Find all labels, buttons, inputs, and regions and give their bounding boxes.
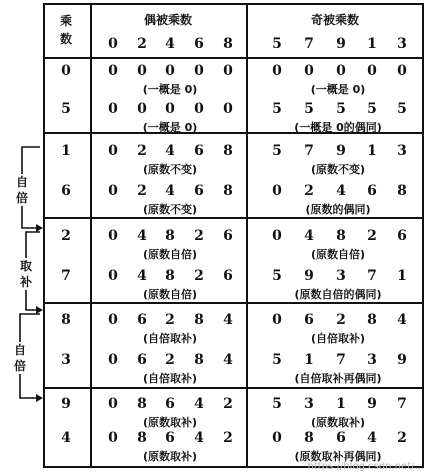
even-product-digit: 0 — [194, 101, 204, 117]
odd-rule-note: (原数不变) — [310, 163, 366, 176]
group-divider-2 — [43, 217, 424, 219]
header-divider — [43, 57, 424, 59]
multiplier-digit: 2 — [61, 228, 71, 244]
odd-product-digit: 0 — [272, 312, 282, 328]
even-product-digit: 0 — [137, 63, 147, 79]
header-even-digit: 4 — [165, 36, 175, 52]
header-odd-digit: 9 — [336, 36, 346, 52]
even-product-digit: 6 — [194, 143, 204, 159]
odd-product-digit: 4 — [397, 312, 407, 328]
even-product-digit: 2 — [223, 396, 233, 412]
odd-rule-note: (原数自倍) — [310, 248, 366, 261]
even-product-digit: 0 — [194, 63, 204, 79]
even-product-digit: 4 — [165, 143, 175, 159]
header-even-digit: 0 — [108, 36, 118, 52]
side-label-double: 自倍 — [13, 343, 26, 373]
even-rule-note: (一概是 0) — [142, 121, 198, 134]
even-product-digit: 0 — [165, 101, 175, 117]
group-divider-4 — [43, 387, 424, 389]
odd-product-digit: 4 — [304, 228, 314, 244]
odd-product-digit: 8 — [304, 430, 314, 446]
odd-product-digit: 1 — [367, 143, 377, 159]
even-rule-note: (原数自倍) — [142, 288, 198, 301]
odd-product-digit: 0 — [272, 430, 282, 446]
odd-product-digit: 2 — [397, 430, 407, 446]
even-product-digit: 0 — [165, 63, 175, 79]
odd-rule-note: (自倍取补) — [310, 332, 366, 345]
even-rule-note: (自倍取补) — [142, 372, 198, 385]
odd-product-digit: 3 — [367, 352, 377, 368]
odd-product-digit: 0 — [336, 63, 346, 79]
header-odd-label: 奇被乘数 — [310, 13, 360, 27]
odd-product-digit: 1 — [304, 352, 314, 368]
group-divider-3 — [43, 302, 424, 304]
even-rule-note: (原数自倍) — [142, 248, 198, 261]
odd-product-digit: 3 — [397, 143, 407, 159]
even-product-digit: 0 — [108, 312, 118, 328]
even-product-digit: 4 — [194, 396, 204, 412]
even-rule-note: (原数取补) — [142, 416, 198, 429]
odd-rule-note: (一概是 0) — [310, 83, 366, 96]
odd-product-digit: 5 — [272, 101, 282, 117]
odd-rule-note: (原数的偶同) — [305, 203, 371, 216]
odd-rule-note: (原数取补再偶同) — [294, 450, 382, 463]
multiplier-digit: 5 — [61, 101, 71, 117]
odd-product-digit: 2 — [336, 312, 346, 328]
even-product-digit: 0 — [108, 396, 118, 412]
even-product-digit: 8 — [223, 143, 233, 159]
even-product-digit: 0 — [223, 101, 233, 117]
header-even-label: 偶被乘数 — [143, 13, 193, 27]
odd-product-digit: 0 — [272, 63, 282, 79]
even-product-digit: 2 — [165, 312, 175, 328]
even-product-digit: 0 — [108, 268, 118, 284]
even-rule-note: (自倍取补) — [142, 332, 198, 345]
odd-product-digit: 3 — [304, 396, 314, 412]
even-product-digit: 8 — [165, 268, 175, 284]
even-product-digit: 8 — [137, 430, 147, 446]
odd-product-digit: 0 — [397, 63, 407, 79]
watermark: https://blog.csdn.net/... — [307, 461, 424, 472]
odd-rule-note: (一概是 0的偶同) — [294, 121, 382, 134]
even-product-digit: 4 — [194, 430, 204, 446]
header-even-digit: 6 — [194, 36, 204, 52]
multiplier-digit: 1 — [61, 143, 71, 159]
multiplier-digit: 6 — [61, 183, 71, 199]
column-divider-middle — [246, 3, 248, 468]
odd-rule-note: (原数取补) — [310, 416, 366, 429]
odd-product-digit: 5 — [272, 143, 282, 159]
even-product-digit: 2 — [194, 228, 204, 244]
even-product-digit: 2 — [223, 430, 233, 446]
multiplier-digit: 0 — [61, 63, 71, 79]
odd-product-digit: 5 — [272, 396, 282, 412]
odd-product-digit: 6 — [397, 228, 407, 244]
even-rule-note: (原数不变) — [142, 203, 198, 216]
even-product-digit: 6 — [194, 183, 204, 199]
multiplier-digit: 3 — [61, 352, 71, 368]
odd-product-digit: 6 — [304, 312, 314, 328]
odd-product-digit: 4 — [336, 183, 346, 199]
odd-product-digit: 5 — [336, 101, 346, 117]
even-product-digit: 4 — [137, 268, 147, 284]
even-product-digit: 4 — [165, 183, 175, 199]
odd-product-digit: 2 — [367, 228, 377, 244]
even-product-digit: 8 — [194, 312, 204, 328]
even-product-digit: 0 — [223, 63, 233, 79]
odd-product-digit: 8 — [397, 183, 407, 199]
odd-product-digit: 9 — [397, 352, 407, 368]
odd-product-digit: 5 — [367, 101, 377, 117]
odd-product-digit: 1 — [397, 268, 407, 284]
multiplier-digit: 7 — [61, 268, 71, 284]
odd-product-digit: 8 — [336, 228, 346, 244]
even-product-digit: 4 — [223, 352, 233, 368]
header-multiplier-label: 乘数 — [59, 14, 72, 46]
even-product-digit: 2 — [165, 352, 175, 368]
multiplier-digit: 8 — [61, 312, 71, 328]
odd-product-digit: 4 — [367, 430, 377, 446]
even-product-digit: 0 — [108, 101, 118, 117]
header-even-digit: 8 — [223, 36, 233, 52]
even-product-digit: 0 — [137, 101, 147, 117]
odd-product-digit: 9 — [367, 396, 377, 412]
even-product-digit: 0 — [108, 352, 118, 368]
multiplier-digit: 4 — [61, 430, 71, 446]
odd-product-digit: 7 — [367, 268, 377, 284]
even-product-digit: 6 — [137, 352, 147, 368]
even-product-digit: 8 — [223, 183, 233, 199]
odd-product-digit: 9 — [336, 143, 346, 159]
header-even-digit: 2 — [137, 36, 147, 52]
even-product-digit: 4 — [223, 312, 233, 328]
odd-product-digit: 7 — [397, 396, 407, 412]
even-rule-note: (原数取补) — [142, 450, 198, 463]
even-rule-note: (原数不变) — [142, 163, 198, 176]
odd-product-digit: 7 — [336, 352, 346, 368]
odd-product-digit: 6 — [367, 183, 377, 199]
even-product-digit: 0 — [108, 228, 118, 244]
odd-product-digit: 5 — [397, 101, 407, 117]
even-rule-note: (一概是 0) — [142, 83, 198, 96]
odd-product-digit: 8 — [367, 312, 377, 328]
odd-product-digit: 0 — [367, 63, 377, 79]
even-product-digit: 2 — [194, 268, 204, 284]
even-product-digit: 4 — [137, 228, 147, 244]
header-odd-digit: 5 — [272, 36, 282, 52]
odd-product-digit: 9 — [304, 268, 314, 284]
even-product-digit: 8 — [137, 396, 147, 412]
even-product-digit: 6 — [165, 396, 175, 412]
even-product-digit: 6 — [165, 430, 175, 446]
even-product-digit: 0 — [108, 183, 118, 199]
side-label-double: 自倍 — [15, 175, 28, 205]
side-label-complement: 取补 — [19, 259, 32, 289]
odd-product-digit: 5 — [272, 268, 282, 284]
even-product-digit: 0 — [108, 143, 118, 159]
even-product-digit: 6 — [223, 268, 233, 284]
bracket-arrows — [0, 0, 46, 476]
odd-product-digit: 0 — [304, 63, 314, 79]
column-divider-left — [90, 3, 92, 468]
header-odd-digit: 3 — [397, 36, 407, 52]
odd-product-digit: 7 — [304, 143, 314, 159]
even-product-digit: 6 — [223, 228, 233, 244]
even-product-digit: 8 — [165, 228, 175, 244]
even-product-digit: 0 — [108, 63, 118, 79]
odd-product-digit: 0 — [272, 183, 282, 199]
odd-rule-note: (自倍取补再偶同) — [294, 372, 382, 385]
odd-product-digit: 3 — [336, 268, 346, 284]
even-product-digit: 6 — [137, 312, 147, 328]
odd-product-digit: 2 — [304, 183, 314, 199]
header-odd-digit: 7 — [304, 36, 314, 52]
even-product-digit: 8 — [194, 352, 204, 368]
even-product-digit: 2 — [137, 183, 147, 199]
multiplier-digit: 9 — [61, 396, 71, 412]
odd-product-digit: 5 — [304, 101, 314, 117]
odd-product-digit: 1 — [336, 396, 346, 412]
odd-product-digit: 6 — [336, 430, 346, 446]
header-odd-digit: 1 — [367, 36, 377, 52]
odd-product-digit: 5 — [272, 352, 282, 368]
even-product-digit: 0 — [108, 430, 118, 446]
even-product-digit: 2 — [137, 143, 147, 159]
odd-rule-note: (原数自倍的偶同) — [294, 288, 382, 301]
odd-product-digit: 0 — [272, 228, 282, 244]
